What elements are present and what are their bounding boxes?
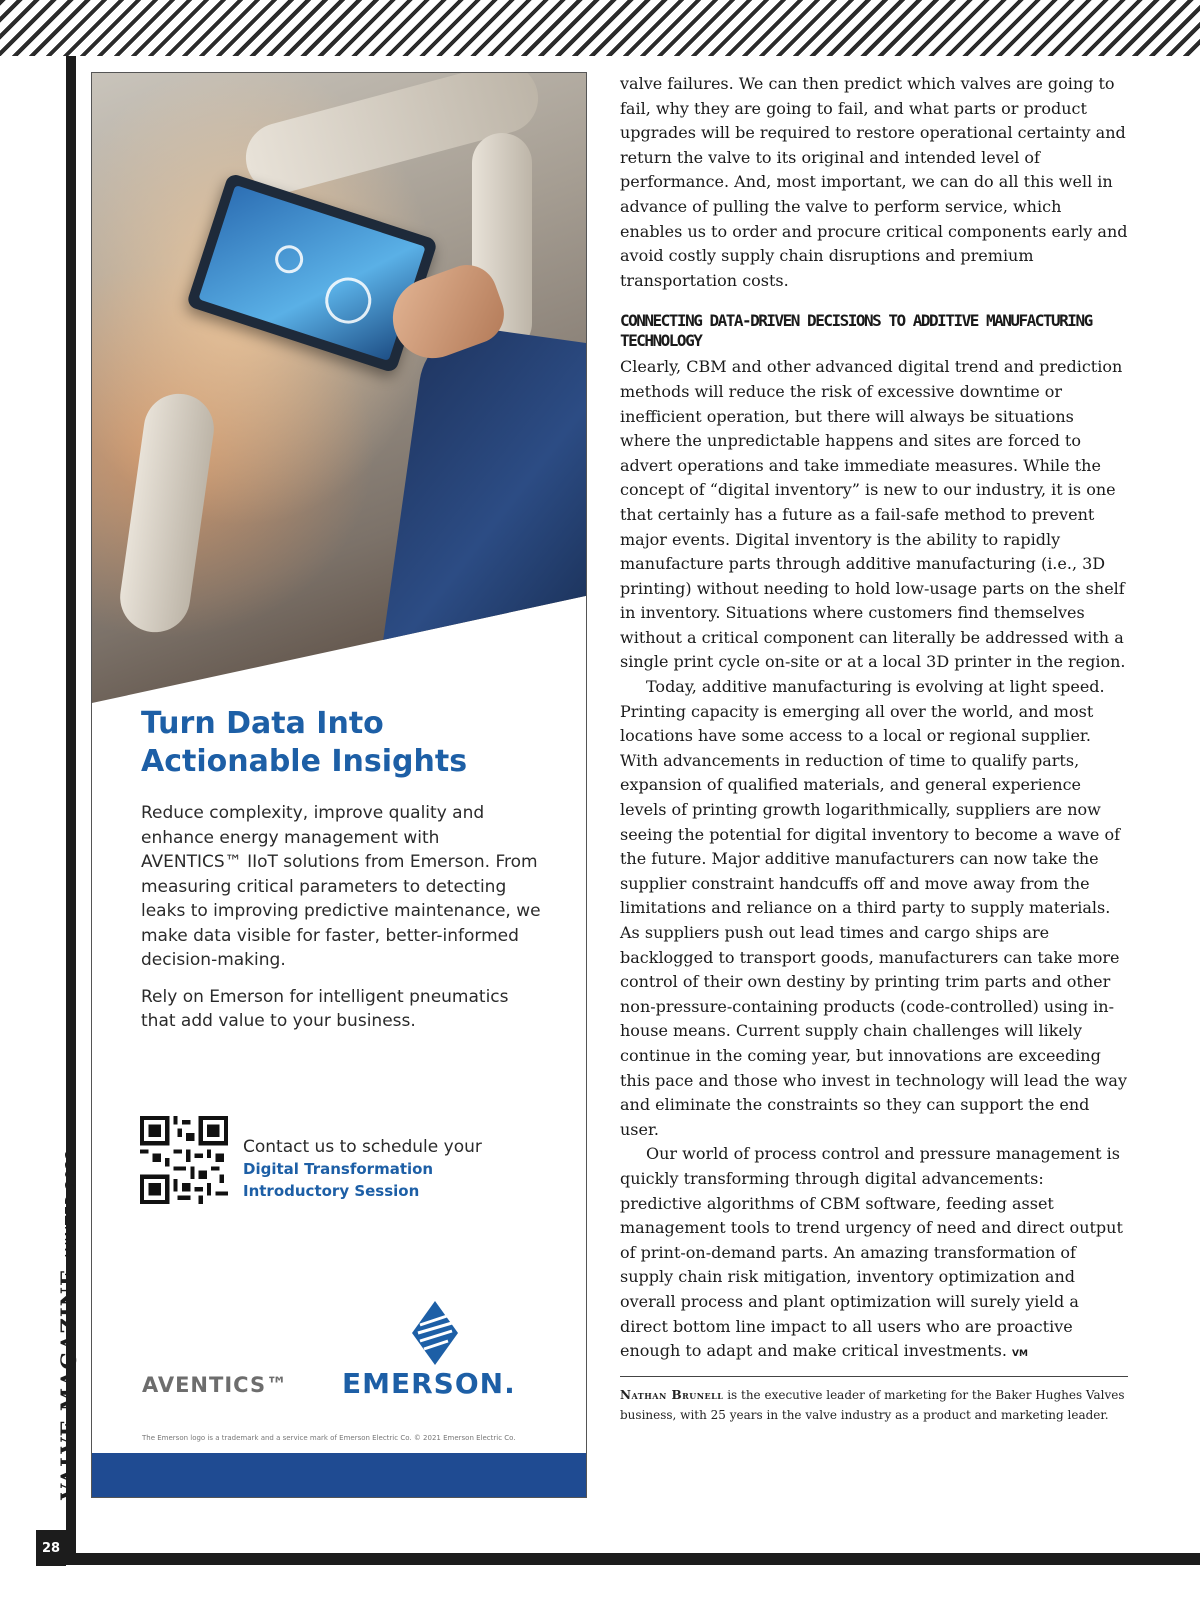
ad-legal-text: The Emerson logo is a trademark and a service mark of Emerson Electric Co. © 2021 Emerson Electric Co. (142, 1434, 516, 1442)
emerson-wordmark: EMERSON. (342, 1367, 516, 1400)
article-paragraph: Today, additive manufacturing is evolving at light speed. Printing capacity is emerging all over the world, and most locations have some access to a local or regional supplier. With advancements in reduction of time to qualify parts, expansion of qualified materials, and general experience levels of printing growth logarithmically, suppliers are now seeing the potential for digital inventory to become a wave of the future. Major additive manufacturers can now take the supplier constraint handcuffs off and move away from the limitations and reliance on a third party to supply materials. As suppliers push out lead times and cargo ships are backlogged to transport goods, manufacturers can take more control of their own destiny by printing trim parts and other non-pressure-containing products (code-controlled) using in-house means. Current supply chain challenges will likely continue in the coming year, but innovations are exceeding this pace and those who invest in technology will lead the way and eliminate the constraints so they can support the end user. (620, 677, 1127, 1139)
contact-cta-line2[interactable]: Introductory Session (243, 1182, 420, 1200)
ad-bottom-band (92, 1453, 586, 1497)
article-paragraph-text: Our world of process control and pressure management is quickly transforming through digital advancements: predictive algorithms of CBM software, feeding asset management tools to trend urgency of need and direct output of print-on-demand parts. An amazing transformation of supply chain risk mitigation, inventory optimization and overall process and plant optimization will surely yield a direct bottom line impact to all users who are proactive enough to adapt and make critical investments. (620, 1144, 1123, 1361)
contact-cta-line1[interactable]: Digital Transformation (243, 1160, 434, 1178)
contact-cta[interactable] (243, 1136, 563, 1202)
end-mark: VM (1012, 1349, 1028, 1360)
ad-body-copy (141, 801, 541, 1046)
article-column (620, 72, 1128, 1425)
tablet-device (186, 172, 438, 373)
issue-label: WINTER 2022 (62, 1149, 80, 1258)
decorative-hatch-band (0, 0, 1200, 56)
robot-arm-shape (116, 389, 219, 636)
page-number: 28 (36, 1530, 66, 1566)
author-bio (620, 1376, 1128, 1425)
author-bio-text: is the executive leader of marketing for the Baker Hughes Valves business, with 25 years in the valve industry as a product and marketing leader. (620, 1387, 1125, 1422)
author-name: Nathan Brunell (620, 1387, 724, 1402)
article-paragraph (620, 1142, 1128, 1363)
magazine-name: VALVE MAGAZINE (56, 1269, 81, 1500)
ad-headline-line1: Turn Data Into (141, 706, 384, 741)
ad-photo-tablet-in-factory (92, 73, 586, 703)
qr-code-icon[interactable] (140, 1116, 228, 1204)
tablet-dashboard-screen (198, 185, 425, 361)
article-paragraph: valve failures. We can then predict which valves are going to fail, why they are going to fail, and what parts or product upgrades will be required to restore operational certainty and return the valve to its original and intended level of performance. And, most important, we can do all this well in advance of pulling the valve to perform service, which enables us to order and procure critical components early and avoid costly supply chain disruptions and premium transportation costs. (620, 74, 1128, 290)
ad-body-paragraph: Rely on Emerson for intelligent pneumatics that add value to your business. (141, 986, 509, 1031)
gauge-icon (319, 272, 377, 330)
gauge-icon (271, 242, 306, 277)
business-suit-sleeve (378, 321, 587, 705)
article-paragraph: Clearly, CBM and other advanced digital trend and prediction methods will reduce the risk of excessive downtime or inefficient operation, but there will always be situations where the unpredictable happens and sites are forced to advert operations and take immediate measures. While the concept of “digital inventory” is new to our industry, it is one that certainly has a future as a fail-safe method to prevent major events. Digital inventory is the ability to rapidly manufacture parts through additive manufacturing (i.e., 3D printing) without needing to hold low-usage parts on the shelf in inventory. Situations where customers find themselves without a critical component can literally be addressed with a single print cycle on-site or at a local 3D printer in the region. (620, 357, 1126, 672)
running-head (56, 1149, 81, 1500)
aventics-logo: AVENTICS™ (142, 1373, 289, 1397)
emerson-logo-icon (412, 1301, 458, 1365)
page-bottom-bar (66, 1553, 1200, 1565)
ad-headline-line2: Actionable Insights (141, 744, 468, 779)
ad-body-paragraph: Reduce complexity, improve quality and enhance energy management with AVENTICS™ IIoT solutions from Emerson. From measuring critical parameters to detecting leaks to improving predictive maintenance, we make data visible for faster, better-informed decision-making. (141, 803, 541, 970)
emerson-advertisement[interactable] (91, 72, 587, 1498)
section-subhead: CONNECTING DATA-DRIVEN DECISIONS TO ADDITIVE MANUFACTURING TECHNOLOGY (620, 311, 1092, 351)
ad-headline (141, 705, 561, 781)
contact-text: Contact us to schedule your (243, 1137, 482, 1157)
